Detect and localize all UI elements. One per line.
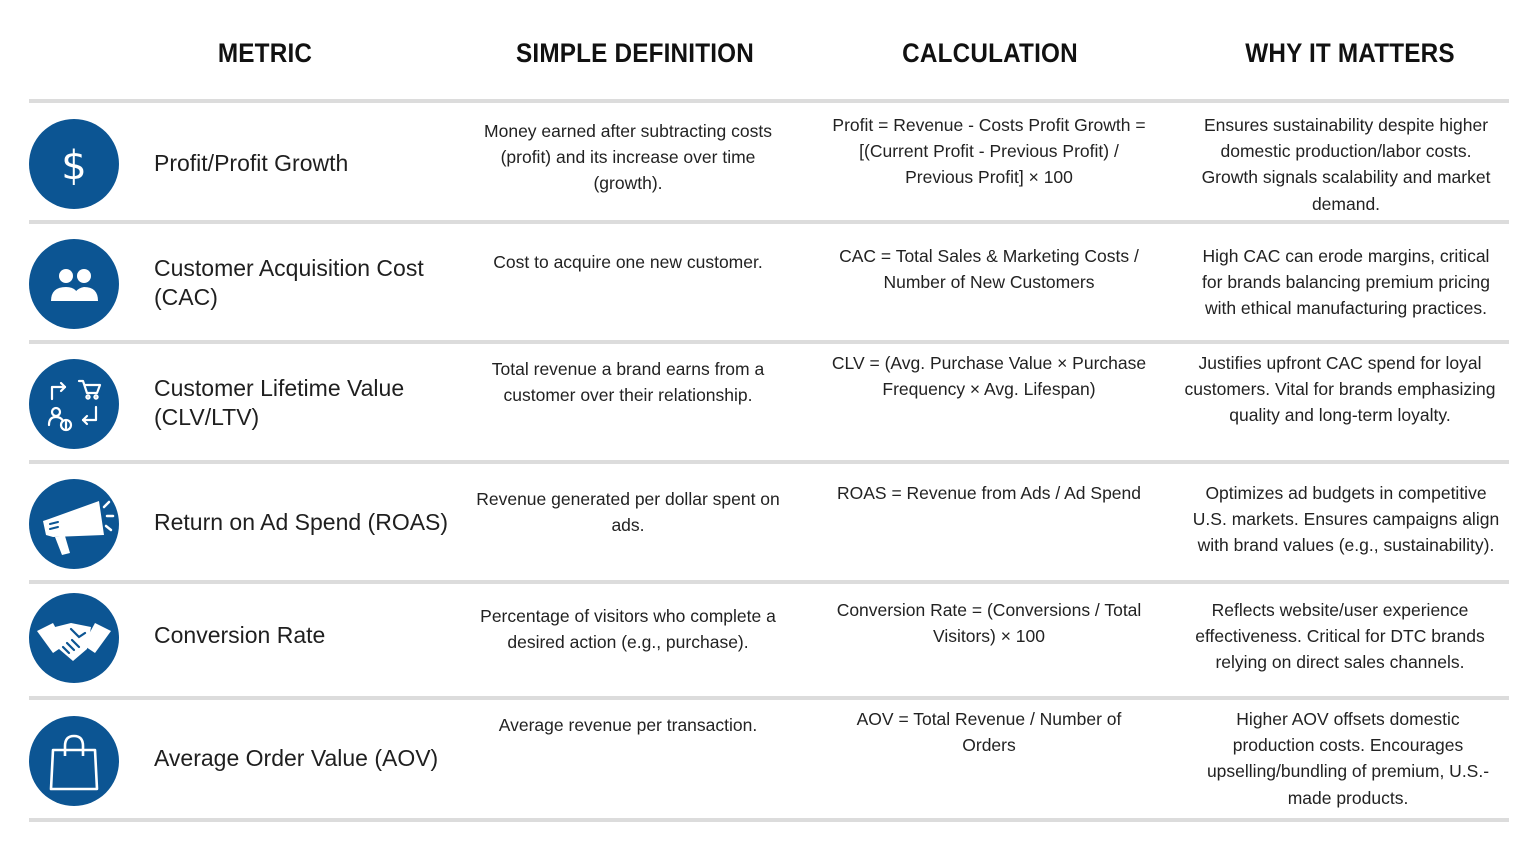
- metric-name: Profit/Profit Growth: [154, 150, 349, 176]
- header-definition: SIMPLE DEFINITION: [516, 38, 754, 68]
- metric-name: Conversion Rate: [154, 622, 326, 648]
- definition-text: Revenue generated per dollar spent on ads.: [476, 489, 780, 536]
- table-row: [0, 224, 1536, 340]
- table-row: [0, 344, 1536, 460]
- calculation-text: CLV = (Avg. Purchase Value × Purchase Frequency × Avg. Lifespan): [831, 353, 1147, 400]
- customer-lifecycle-icon: [29, 359, 119, 449]
- definition-text: Average revenue per transaction.: [498, 715, 758, 735]
- table-row: [0, 103, 1536, 220]
- definition-text: Percentage of visitors who complete a desired action (e.g., purchase).: [480, 606, 776, 653]
- metric-name: Return on Ad Spend (ROAS): [154, 509, 449, 535]
- dollar-icon: [29, 119, 119, 209]
- svg-text:$: $: [61, 143, 87, 189]
- table-row: [0, 464, 1536, 580]
- why-it-matters-text: Justifies upfront CAC spend for loyal customers. Vital for brands emphasizing quality and long-term loyalty.: [1184, 353, 1496, 426]
- definition-text: Money earned after subtracting costs (profit) and its increase over time (growth).: [484, 121, 772, 194]
- header-calculation: CALCULATION: [902, 38, 1078, 68]
- people-icon: [29, 239, 119, 329]
- header-why-it-matters: WHY IT MATTERS: [1245, 38, 1455, 68]
- table-row: [0, 700, 1536, 818]
- table-row: [0, 584, 1536, 696]
- why-it-matters-text: High CAC can erode margins, critical for brands balancing premium pricing with ethical manufacturing practices.: [1202, 246, 1490, 319]
- calculation-text: CAC = Total Sales & Marketing Costs / Number of New Customers: [839, 246, 1139, 293]
- why-it-matters-text: Optimizes ad budgets in competitive U.S. markets. Ensures campaigns align with brand values (e.g., sustainability).: [1192, 483, 1500, 556]
- why-it-matters-text: Reflects website/user experience effectiveness. Critical for DTC brands relying on direct sales channels.: [1195, 600, 1485, 673]
- megaphone-icon: [29, 479, 119, 569]
- metric-name: Customer Acquisition Cost (CAC): [154, 255, 424, 310]
- calculation-text: Conversion Rate = (Conversions / Total Visitors) × 100: [836, 600, 1142, 647]
- header-metric: METRIC: [217, 38, 313, 68]
- definition-text: Cost to acquire one new customer.: [493, 252, 763, 272]
- why-it-matters-text: Ensures sustainability despite higher domestic production/labor costs. Growth signals scalability and market demand.: [1201, 115, 1491, 214]
- calculation-text: AOV = Total Revenue / Number of Orders: [856, 709, 1122, 756]
- divider: [29, 818, 1509, 822]
- shopping-bag-icon: [29, 716, 119, 806]
- calculation-text: Profit = Revenue - Costs Profit Growth = [(Current Profit - Previous Profit) / Previous Profit] × 100: [832, 115, 1146, 188]
- handshake-icon: [29, 593, 119, 683]
- calculation-text: ROAS = Revenue from Ads / Ad Spend: [837, 483, 1141, 503]
- metric-name: Customer Lifetime Value (CLV/LTV): [154, 375, 405, 430]
- definition-text: Total revenue a brand earns from a customer over their relationship.: [491, 359, 765, 406]
- why-it-matters-text: Higher AOV offsets domestic production costs. Encourages upselling/bundling of premium, U.S.-made products.: [1206, 709, 1490, 808]
- metric-name: Average Order Value (AOV): [154, 745, 439, 771]
